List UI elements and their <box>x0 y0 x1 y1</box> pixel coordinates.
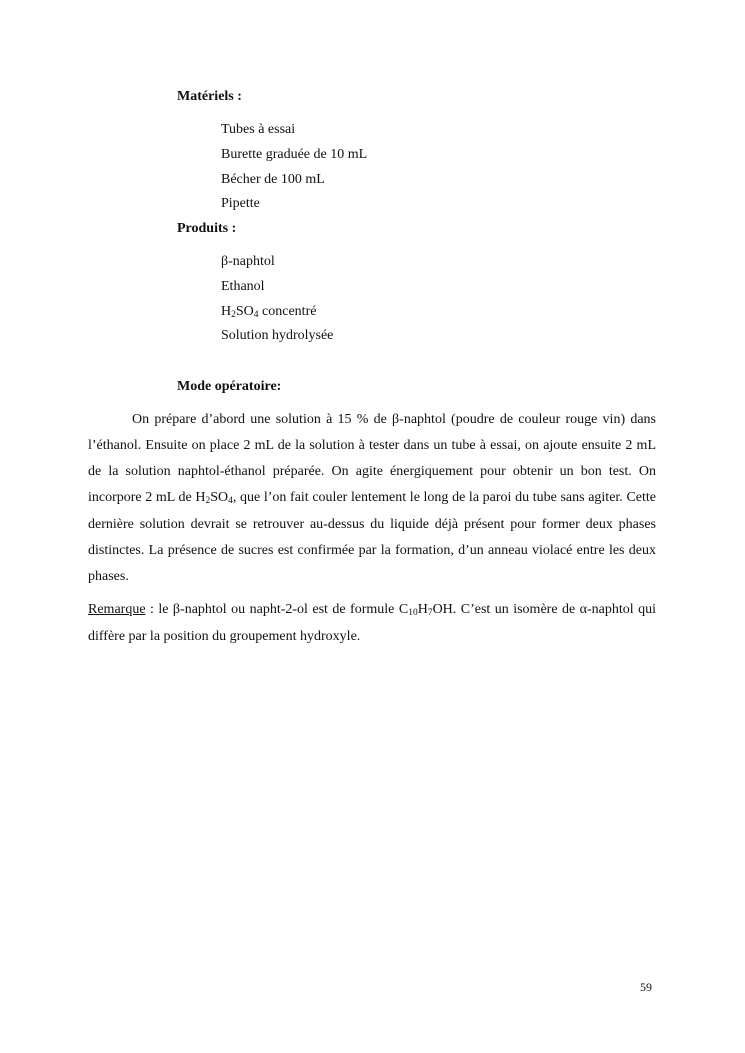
produit-item-ethanol: Ethanol <box>221 279 265 294</box>
h2so4-rest: concentré <box>258 304 317 319</box>
produit-item-naphtol: β-naphtol <box>221 254 275 269</box>
produit-item-h2so4 <box>221 304 316 320</box>
materiel-item-pipette: Pipette <box>221 196 260 211</box>
produits-heading: Produits : <box>177 221 237 236</box>
h2so4-h: H <box>221 304 232 319</box>
mode-text-2: , que l’on fait couler lentement le long de la paroi du tube sans agiter. Cette dernière solution devrait se retrouver au-dessus du liquide déjà présent pour former deux phases distinctes. La présence de sucres est confirmée par la formation, d’un anneau violacé entre les deux phases. <box>88 490 656 584</box>
materiel-item-becher: Bécher de 100 mL <box>221 172 325 187</box>
page-number: 59 <box>640 980 652 994</box>
remarque-text-h: H <box>417 602 428 617</box>
h2so4-sub-2: 2 <box>231 310 236 320</box>
remarque-text-2: OH. C’est un isomère de α-naphtol qui diffère par la position du groupement hydroxyle. <box>88 602 657 644</box>
produit-item-solution: Solution hydrolysée <box>221 328 334 343</box>
mode-text-1: On prépare d’abord une solution à 15 % de β-naphtol (poudre de couleur rouge vin) dans l’éthanol. Ensuite on place 2 mL de la solution à tester dans un tube à essai, on ajoute ensuite 2 mL de la solution naphtol-éthanol préparée. On agite énergiquement pour obtenir un bon test. On incorpore 2 mL de H <box>88 412 656 505</box>
h2so4-sub-4: 4 <box>253 310 259 320</box>
remarque-sub-7: 7 <box>427 608 433 618</box>
remarque-text-1: : le β-naphtol ou napht-2-ol est de formule C <box>145 602 409 617</box>
remarque-label: Remarque <box>88 602 146 617</box>
materiel-item-burette: Burette graduée de 10 mL <box>221 147 368 162</box>
h2so4-so: SO <box>235 304 254 319</box>
mode-operatoire-heading: Mode opératoire: <box>177 379 282 394</box>
materiels-heading: Matériels : <box>177 89 242 104</box>
remarque-paragraph <box>88 597 656 650</box>
mode-text-so: SO <box>210 490 229 505</box>
mode-operatoire-paragraph <box>88 407 656 590</box>
materiel-item-tubes: Tubes à essai <box>221 122 296 137</box>
mode-sub-2: 2 <box>205 496 211 506</box>
mode-sub-4: 4 <box>228 496 233 506</box>
remarque-sub-10: 10 <box>408 608 418 618</box>
